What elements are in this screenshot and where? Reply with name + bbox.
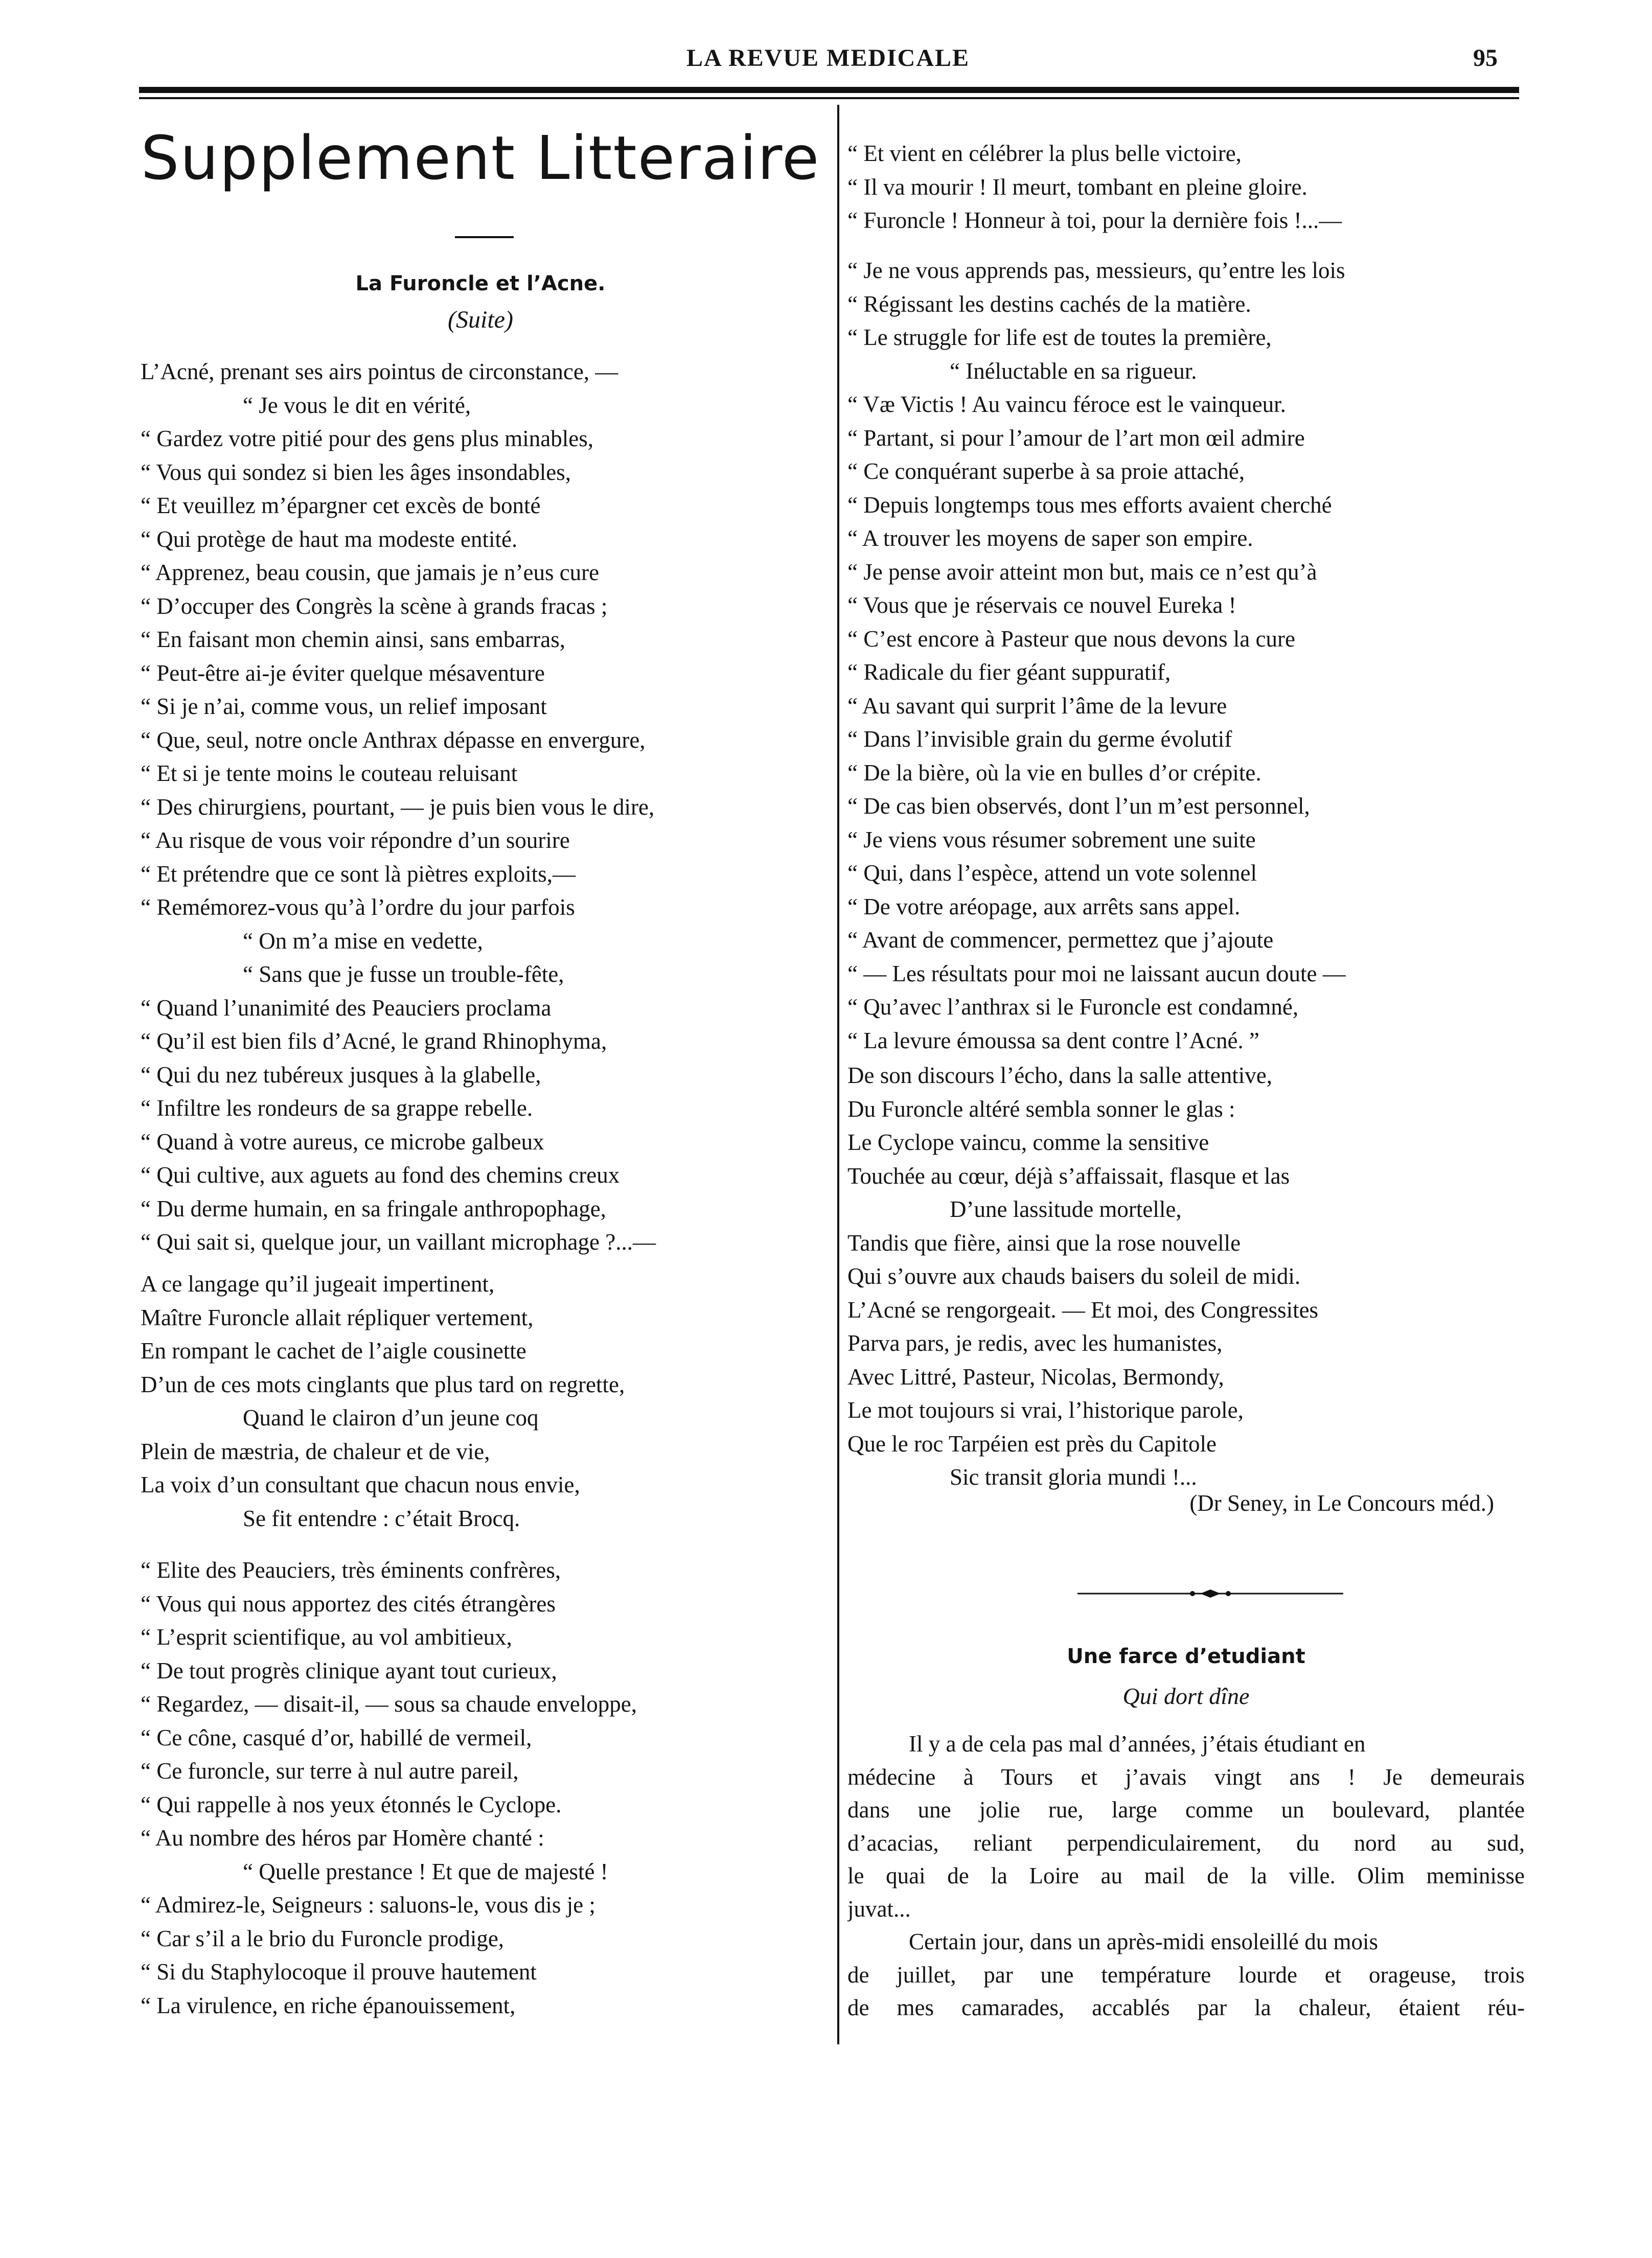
- verse-line: “ Admirez-le, Seigneurs : saluons-le, vous dis je ;: [141, 1892, 595, 1918]
- verse-line: “ Qui, dans l’espèce, attend un vote solennel: [847, 860, 1257, 886]
- verse-line: “ Et si je tente moins le couteau reluisant: [141, 761, 518, 786]
- verse-line: “ Regardez, — disait-il, — sous sa chaude enveloppe,: [141, 1691, 637, 1717]
- prose-line: de juillet, par une température lourde et orageuse, trois: [847, 1962, 1525, 1988]
- verse-line: “ Le struggle for life est de toutes la première,: [847, 325, 1272, 350]
- verse-line: “ En faisant mon chemin ainsi, sans embarras,: [141, 627, 566, 652]
- prose-line: dans une jolie rue, large comme un boulevard, plantée: [847, 1797, 1525, 1823]
- verse-line: Touchée au cœur, déjà s’affaissait, flasque et las: [847, 1163, 1290, 1189]
- verse-line: “ Je vous le dit en vérité,: [243, 392, 471, 418]
- verse-line: “ L’esprit scientifique, au vol ambitieux,: [141, 1624, 512, 1650]
- verse-line: “ Depuis longtemps tous mes efforts avaient cherché: [847, 492, 1332, 518]
- verse-line: Plein de mæstria, de chaleur et de vie,: [141, 1438, 490, 1464]
- verse-line: “ Apprenez, beau cousin, que jamais je n’eus cure: [141, 560, 600, 585]
- verse-line: “ Infiltre les rondeurs de sa grappe rebelle.: [141, 1095, 533, 1121]
- verse-line: L’Acné, prenant ses airs pointus de circonstance, —: [141, 359, 618, 384]
- column-divider: [837, 105, 839, 2044]
- verse-line: “ A trouver les moyens de saper son empire.: [847, 525, 1253, 551]
- verse-line: Du Furoncle altéré sembla sonner le glas :: [847, 1096, 1235, 1122]
- verse-line: “ Qui protège de haut ma modeste entité.: [141, 526, 518, 552]
- verse-line: “ Quelle prestance ! Et que de majesté !: [243, 1858, 608, 1884]
- verse-line: D’un de ces mots cinglants que plus tard on regrette,: [141, 1371, 625, 1397]
- verse-line: “ On m’a mise en vedette,: [243, 928, 483, 954]
- verse-line: Se fit entendre : c’était Brocq.: [243, 1505, 520, 1531]
- verse-line: En rompant le cachet de l’aigle cousinette: [141, 1338, 526, 1364]
- verse-line: “ Qui du nez tubéreux jusques à la glabelle,: [141, 1062, 541, 1088]
- poem-stanza-3: [141, 1554, 820, 2022]
- verse-line: Le mot toujours si vrai, l’historique parole,: [847, 1397, 1244, 1423]
- prose-line: Certain jour, dans un après-midi ensoleillé du mois: [909, 1929, 1379, 1954]
- prose-line: le quai de la Loire au mail de la ville. Olim meminisse: [847, 1863, 1525, 1888]
- verse-line: “ Partant, si pour l’amour de l’art mon œil admire: [847, 425, 1305, 451]
- poem-subtitle: (Suite): [448, 306, 513, 333]
- page-number: 95: [1473, 44, 1498, 72]
- prose-line: de mes camarades, accablés par la chaleur, étaient réu-: [847, 1995, 1525, 2020]
- poem-continuation-stanza-3: [847, 1059, 1525, 1494]
- verse-line: “ Vous qui sondez si bien les âges insondables,: [141, 459, 571, 485]
- verse-line: A ce langage qu’il jugeait impertinent,: [141, 1271, 495, 1297]
- verse-line: “ Je viens vous résumer sobrement une suite: [847, 826, 1256, 852]
- poem-stanza-1: [141, 355, 820, 1259]
- story-heading: Une farce d’etudiant: [1067, 1645, 1305, 1668]
- verse-line: “ Et vient en célébrer la plus belle victoire,: [847, 141, 1242, 166]
- poem-continuation-stanza-2: [847, 254, 1525, 1057]
- verse-line: De son discours l’écho, dans la salle attentive,: [847, 1063, 1273, 1088]
- verse-line: La voix d’un consultant que chacun nous envie,: [141, 1472, 580, 1497]
- verse-line: “ Il va mourir ! Il meurt, tombant en pleine gloire.: [847, 174, 1307, 200]
- verse-line: “ Car s’il a le brio du Furoncle prodige,: [141, 1925, 504, 1951]
- poem-heading: La Furoncle et l’Acne.: [355, 272, 606, 295]
- story-prose: [847, 1727, 1525, 2024]
- verse-line: “ Væ Victis ! Au vaincu féroce est le vainqueur.: [847, 391, 1286, 417]
- verse-line: Qui s’ouvre aux chauds baisers du soleil de midi.: [847, 1263, 1301, 1289]
- verse-line: “ Radicale du fier géant suppuratif,: [847, 659, 1171, 685]
- poem-credit: (Dr Seney, in Le Concours méd.): [1189, 1490, 1494, 1516]
- verse-line: “ Quand l’unanimité des Peauciers proclama: [141, 995, 552, 1021]
- verse-line: “ Vous qui nous apportez des cités étrangères: [141, 1591, 556, 1617]
- supplement-title: Supplement Litteraire: [141, 123, 820, 193]
- verse-line: Parva pars, je redis, avec les humanistes,: [847, 1330, 1223, 1356]
- verse-line: “ Remémorez-vous qu’à l’ordre du jour parfois: [141, 894, 575, 920]
- prose-line: Il y a de cela pas mal d’années, j’étais étudiant en: [909, 1731, 1366, 1757]
- verse-line: “ Si je n’ai, comme vous, un relief imposant: [141, 694, 547, 719]
- verse-line: “ Ce furoncle, sur terre à nul autre pareil,: [141, 1758, 519, 1784]
- header-rule-thin: [139, 97, 1519, 99]
- verse-line: “ La levure émoussa sa dent contre l’Acné. ”: [847, 1027, 1259, 1053]
- verse-line: “ Ce conquérant superbe à sa proie attaché,: [847, 458, 1245, 484]
- verse-line: “ Ce cône, casqué d’or, habillé de vermeil,: [141, 1724, 532, 1750]
- verse-line: “ Et prétendre que ce sont là piètres exploits,—: [141, 861, 576, 887]
- poem-stanza-2: [141, 1268, 820, 1535]
- verse-line: “ Peut-être ai-je éviter quelque mésaventure: [141, 660, 545, 686]
- verse-line: Le Cyclope vaincu, comme la sensitive: [847, 1130, 1209, 1155]
- verse-line: “ Qui rappelle à nos yeux étonnés le Cyclope.: [141, 1791, 562, 1817]
- verse-line: “ Des chirurgiens, pourtant, — je puis bien vous le dire,: [141, 794, 655, 820]
- verse-line: “ Gardez votre pitié pour des gens plus minables,: [141, 426, 594, 451]
- verse-line: “ C’est encore à Pasteur que nous devons la cure: [847, 626, 1295, 652]
- verse-line: “ De la bière, où la vie en bulles d’or crépite.: [847, 759, 1261, 786]
- verse-line: Quand le clairon d’un jeune coq: [243, 1405, 539, 1431]
- verse-line: Que le roc Tarpéien est près du Capitole: [847, 1431, 1217, 1457]
- verse-line: “ Si du Staphylocoque il prouve hautement: [141, 1959, 537, 1985]
- verse-line: “ Je ne vous apprends pas, messieurs, qu’entre les lois: [847, 258, 1345, 283]
- verse-line: “ Dans l’invisible grain du germe évolutif: [847, 726, 1232, 752]
- verse-line: “ — Les résultats pour moi ne laissant aucun doute —: [847, 960, 1346, 986]
- verse-line: “ Au nombre des héros par Homère chanté :: [141, 1825, 544, 1851]
- verse-line: Maître Furoncle allait répliquer vertement,: [141, 1304, 534, 1330]
- verse-line: “ La virulence, en riche épanouissement,: [141, 1992, 516, 2018]
- journal-title: LA REVUE MEDICALE: [686, 44, 970, 72]
- verse-line: “ De votre aréopage, aux arrêts sans appel.: [847, 893, 1241, 919]
- verse-line: “ Qu’avec l’anthrax si le Furoncle est condamné,: [847, 994, 1299, 1020]
- verse-line: “ Sans que je fusse un trouble-fête,: [243, 961, 564, 987]
- verse-line: “ Elite des Peauciers, très éminents confrères,: [141, 1557, 561, 1583]
- verse-line: L’Acné se rengorgeait. — Et moi, des Congressites: [847, 1297, 1319, 1323]
- verse-line: “ Qui sait si, quelque jour, un vaillant microphage ?...—: [141, 1229, 656, 1255]
- verse-line: “ Je pense avoir atteint mon but, mais ce n’est qu’à: [847, 559, 1317, 585]
- title-rule: [455, 236, 514, 238]
- verse-line: “ Furoncle ! Honneur à toi, pour la dernière fois !...—: [847, 208, 1342, 233]
- verse-line: “ Du derme humain, en sa fringale anthropophage,: [141, 1195, 606, 1222]
- verse-line: Tandis que fière, ainsi que la rose nouvelle: [847, 1230, 1241, 1256]
- story-subtitle: Qui dort dîne: [1122, 1683, 1250, 1709]
- verse-line: “ Qu’il est bien fils d’Acné, le grand Rhinophyma,: [141, 1028, 607, 1054]
- verse-line: “ Qui cultive, aux aguets au fond des chemins creux: [141, 1162, 620, 1188]
- verse-line: “ Et veuillez m’épargner cet excès de bonté: [141, 493, 541, 518]
- prose-line: juvat...: [847, 1896, 911, 1922]
- prose-line: médecine à Tours et j’avais vingt ans ! Je demeurais: [847, 1764, 1525, 1790]
- section-ornament: [1077, 1588, 1343, 1599]
- header-rule-thick: [139, 87, 1519, 93]
- poem-continuation-stanza-1: [847, 137, 1525, 238]
- prose-line: d’acacias, reliant perpendiculairement, du nord au sud,: [847, 1830, 1525, 1856]
- verse-line: “ Régissant les destins cachés de la matière.: [847, 291, 1251, 317]
- verse-line: “ Inéluctable en sa rigueur.: [950, 358, 1197, 384]
- verse-line: Avec Littré, Pasteur, Nicolas, Bermondy,: [847, 1364, 1224, 1390]
- verse-line: “ Que, seul, notre oncle Anthrax dépasse en envergure,: [141, 727, 646, 753]
- verse-line: D’une lassitude mortelle,: [950, 1196, 1182, 1222]
- verse-line: “ Au savant qui surprit l’âme de la levure: [847, 693, 1227, 719]
- verse-line: Sic transit gloria mundi !...: [950, 1464, 1197, 1490]
- verse-line: “ De cas bien observés, dont l’un m’est personnel,: [847, 793, 1310, 819]
- verse-line: “ Quand à votre aureus, ce microbe galbeux: [141, 1128, 544, 1155]
- verse-line: “ D’occuper des Congrès la scène à grands fracas ;: [141, 593, 608, 619]
- verse-line: “ Au risque de vous voir répondre d’un sourire: [141, 827, 570, 853]
- verse-line: “ Avant de commencer, permettez que j’ajoute: [847, 927, 1274, 953]
- verse-line: “ Vous que je réservais ce nouvel Eureka !: [847, 592, 1236, 618]
- verse-line: “ De tout progrès clinique ayant tout curieux,: [141, 1657, 557, 1684]
